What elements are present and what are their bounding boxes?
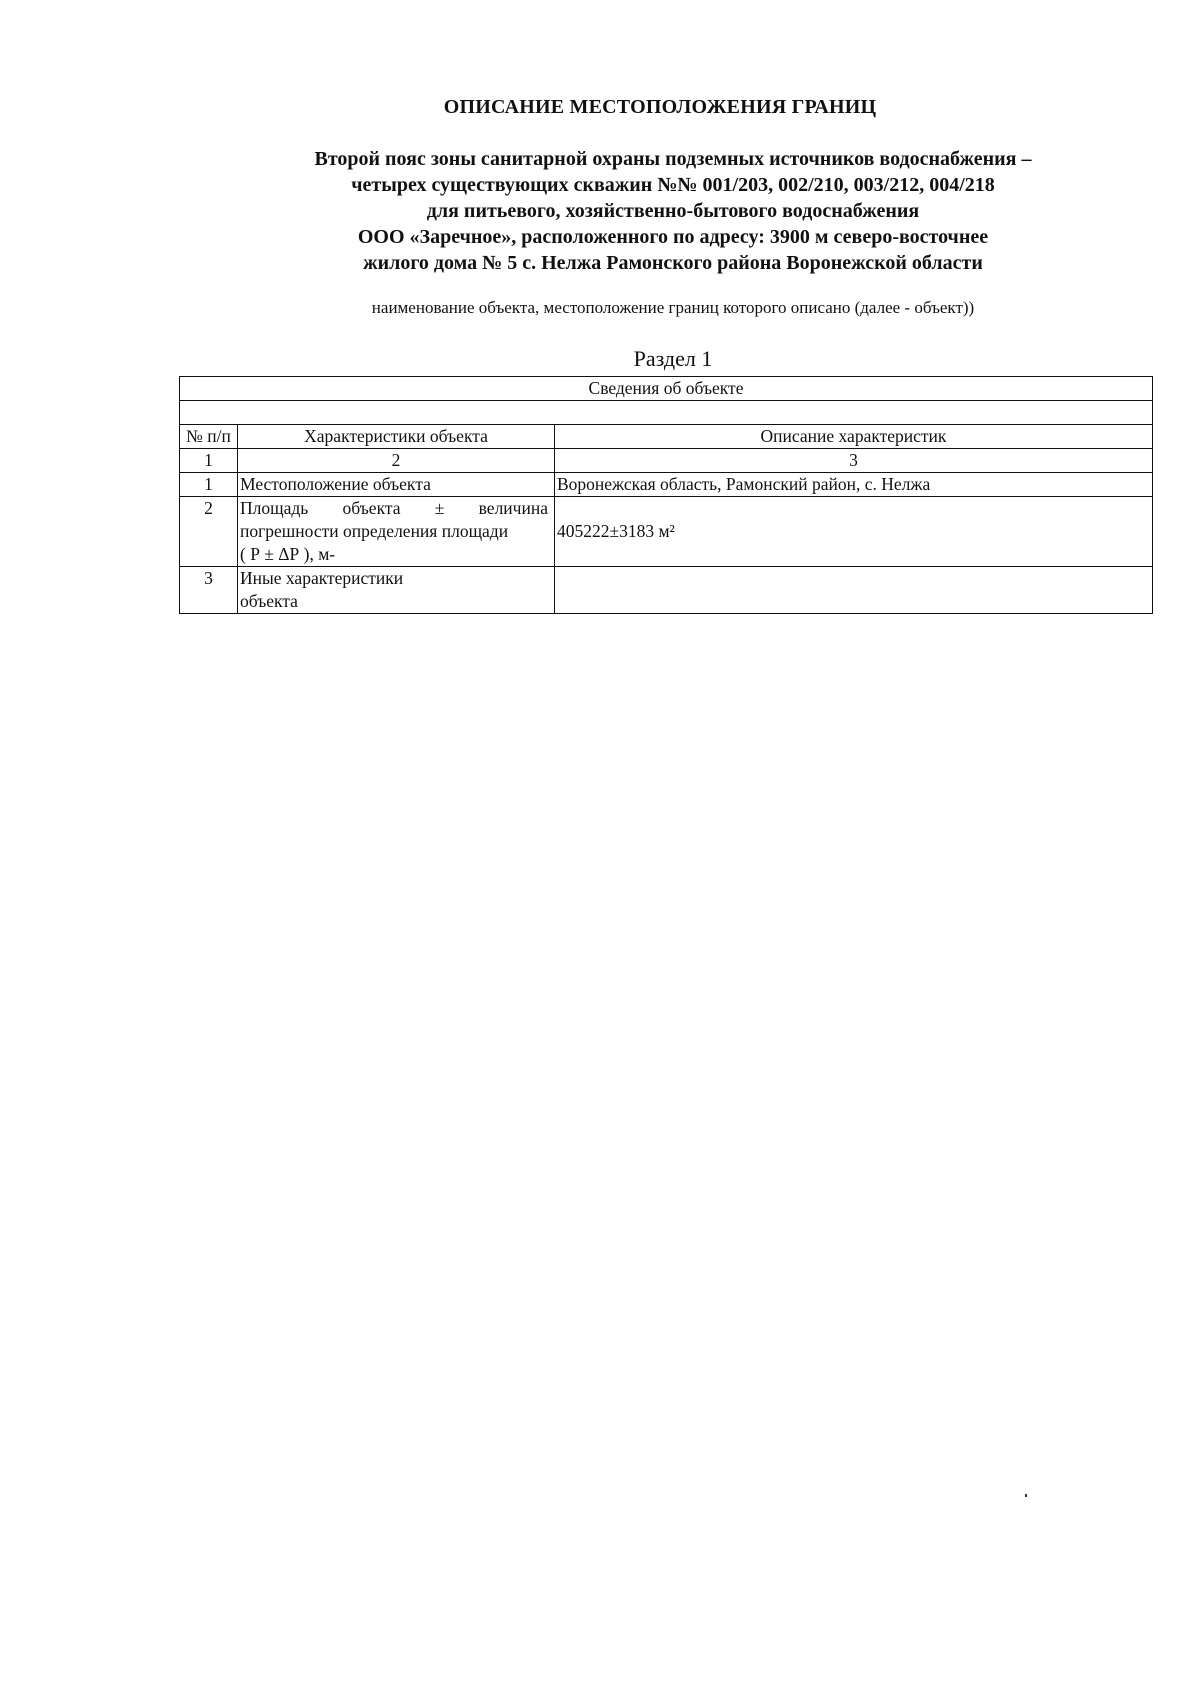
object-info-table: [179, 376, 1153, 614]
row-characteristic: [238, 497, 555, 567]
blank-cell: [180, 401, 1153, 425]
characteristic-line: Иные характеристики: [240, 568, 404, 588]
column-header-num: № п/п: [180, 425, 238, 449]
subtitle-line: ООО «Заречное», расположенного по адресу: 3900 м северо-восточнее: [357, 226, 989, 248]
row-number: 3: [180, 567, 238, 614]
subtitle-line: четырех существующих скважин №№ 001/203, 002/210, 003/212, 004/218: [351, 174, 995, 196]
document-title: ОПИСАНИЕ МЕСТОПОЛОЖЕНИЯ ГРАНИЦ: [443, 96, 877, 118]
subtitle-line: Второй пояс зоны санитарной охраны подземных источников водоснабжения –: [314, 148, 1032, 170]
characteristic-line: погрешности определения площади: [240, 521, 509, 541]
object-name-block: [178, 146, 1168, 276]
table-row: [180, 567, 1153, 614]
characteristic-line: ( Р ± ΔР ), м-: [240, 544, 336, 564]
row-number: 2: [180, 497, 238, 567]
word: Площадь: [240, 498, 309, 518]
characteristic-line: [240, 497, 548, 520]
word: объекта: [342, 498, 401, 518]
table-blank-row: [180, 401, 1153, 425]
column-number-row: [180, 449, 1153, 473]
row-characteristic: [238, 567, 555, 614]
table-heading: Сведения об объекте: [180, 377, 1153, 401]
column-header-row: [180, 425, 1153, 449]
word: ±: [434, 498, 445, 518]
object-caption: наименование объекта, местоположение границ которого описано (далее - объект)): [371, 298, 975, 317]
section-label: Раздел 1: [633, 346, 713, 371]
row-description: Воронежская область, Рамонский район, с. Нелжа: [555, 473, 1153, 497]
column-number: 2: [238, 449, 555, 473]
column-header-description: Описание характеристик: [555, 425, 1153, 449]
column-number: 3: [555, 449, 1153, 473]
row-characteristic: Местоположение объекта: [238, 473, 555, 497]
table-heading-row: [180, 377, 1153, 401]
row-description: [555, 567, 1153, 614]
column-header-characteristic: Характеристики объекта: [238, 425, 555, 449]
row-number: 1: [180, 473, 238, 497]
row-description: 405222±3183 м²: [555, 497, 1153, 567]
subtitle-line: для питьевого, хозяйственно-бытового водоснабжения: [426, 200, 920, 222]
scan-speck: [1025, 1494, 1027, 1497]
column-number: 1: [180, 449, 238, 473]
subtitle-line: жилого дома № 5 с. Нелжа Рамонского района Воронежской области: [363, 252, 983, 274]
table-row: [180, 473, 1153, 497]
word: величина: [478, 498, 548, 518]
table-row: [180, 497, 1153, 567]
characteristic-line: объекта: [240, 591, 298, 611]
